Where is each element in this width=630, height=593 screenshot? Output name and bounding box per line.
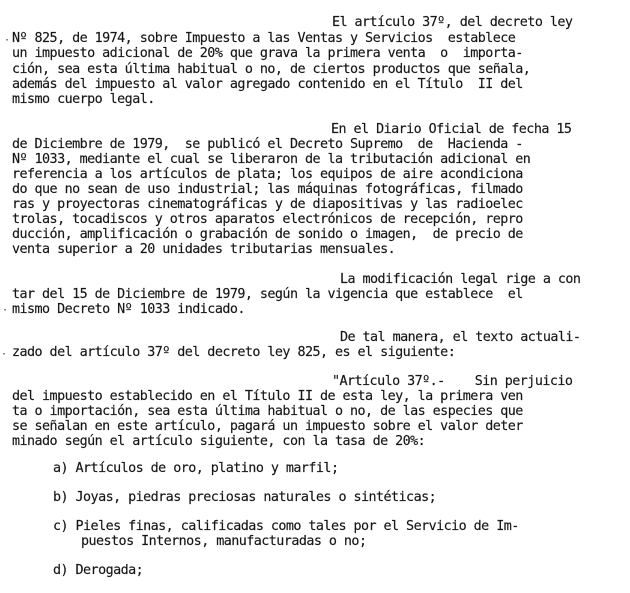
paragraph-2-line-8: ducción, amplificación o grabación de sonido o imagen, de precio de <box>12 227 523 242</box>
list-item-a: a) Artículos de oro, platino y marfil; <box>53 461 339 476</box>
list-item-d: d) Derogada; <box>53 563 144 578</box>
list-item-c-line-1: c) Pieles finas, calificadas como tales por el Servicio de Im- <box>53 519 519 534</box>
paragraph-1-line-2: Nº 825, de 1974, sobre Impuesto a las Ventas y Servicios establece <box>12 31 516 46</box>
margin-mark: · <box>1 349 8 360</box>
paragraph-2-line-1: En el Diario Oficial de fecha 15 <box>331 122 572 137</box>
paragraph-4-line-1: De tal manera, el texto actuali- <box>340 330 581 345</box>
paragraph-5-line-4: se señalan en este artículo, pagará un impuesto sobre el valor deter <box>12 419 523 434</box>
paragraph-5-line-2: del impuesto establecido en el Título II de esta ley, la primera ven <box>12 389 523 404</box>
paragraph-4-line-2: zado del artículo 37º del decreto ley 825, es el siguiente: <box>12 345 456 360</box>
paragraph-3-line-1: La modificación legal rige a con <box>340 272 581 287</box>
paragraph-2-line-9: venta superior a 20 unidades tributarias mensuales. <box>12 242 396 257</box>
paragraph-2-line-3: Nº 1033, mediante el cual se liberaron de la tributación adicional en <box>12 152 531 167</box>
paragraph-2-line-2: de Diciembre de 1979, se publicó el Decreto Supremo de Hacienda - <box>12 137 523 152</box>
margin-mark: · <box>2 305 9 316</box>
paragraph-5-line-1: "Artículo 37º.- Sin perjuicio <box>332 374 573 389</box>
list-item-b: b) Joyas, piedras preciosas naturales o sintéticas; <box>53 490 437 505</box>
paragraph-1-line-1: El artículo 37º, del decreto ley <box>332 15 573 30</box>
paragraph-3-line-2: tar del 15 de Diciembre de 1979, según la vigencia que establece el <box>12 287 523 302</box>
paragraph-1-line-4: ción, sea esta última habitual o no, de ciertos productos que señala, <box>12 62 531 77</box>
paragraph-2-line-6: ras y proyectoras cinematográficas y de diapositivas y las radioelec <box>12 197 523 212</box>
paragraph-2-line-7: trolas, tocadiscos y otros aparatos electrónicos de recepción, repro <box>12 212 523 227</box>
margin-mark: · <box>4 35 11 46</box>
paragraph-1-line-3: un impuesto adicional de 20% que grava la primera venta o importa- <box>12 46 523 61</box>
list-item-c-line-2: puestos Internos, manufacturadas o no; <box>81 534 367 549</box>
paragraph-2-line-5: do que no sean de uso industrial; las máquinas fotográficas, filmado <box>12 182 523 197</box>
paragraph-1-line-6: mismo cuerpo legal. <box>12 92 155 107</box>
paragraph-1-line-5: además del impuesto al valor agregado contenido en el Título II del <box>12 77 523 92</box>
paragraph-5-line-5: minado según el artículo siguiente, con la tasa de 20%: <box>12 434 426 449</box>
paragraph-2-line-4: referencia a los artículos de plata; los equipos de aire acondiciona <box>12 167 523 182</box>
paragraph-3-line-3: mismo Decreto Nº 1033 indicado. <box>12 302 245 317</box>
paragraph-5-line-3: ta o importación, sea esta última habitual o no, de las especies que <box>12 404 523 419</box>
